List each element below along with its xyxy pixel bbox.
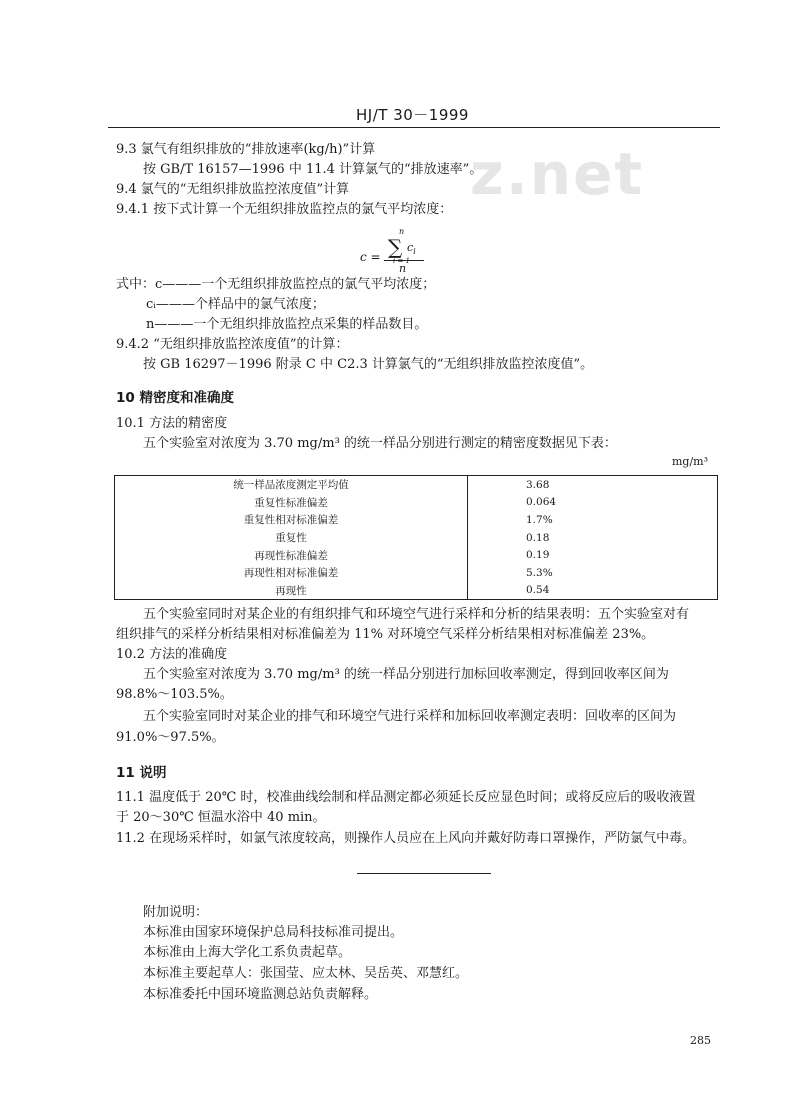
table-row bbox=[115, 582, 718, 600]
appendix-line-3: 本标准主要起草人：张国莹、应太林、吴岳英、邓慧红。 bbox=[143, 966, 469, 981]
page-number: 285 bbox=[690, 1034, 711, 1047]
table-cell-label: 再现性 bbox=[115, 582, 468, 600]
sigma-symbol: ∑ bbox=[388, 235, 403, 259]
table-row bbox=[115, 529, 718, 547]
section-9-4-2-title: 9.4.2 “无组织排放监控浓度值”的计算： bbox=[116, 337, 349, 352]
precision-table bbox=[114, 475, 718, 600]
section-10-1-result-line-2: 组织排气的采样分析结果相对标准偏差为 11% 对环境空气采样分析结果相对标准偏差 23%。 bbox=[116, 627, 655, 642]
section-9-4-2-body: 按 GB 16297－1996 附录 C 中 C2.3 计算氯气的“无组织排放监控浓度值”。 bbox=[143, 357, 594, 372]
section-9-4-1-title: 9.4.1 按下式计算一个无组织排放监控点的氯气平均浓度： bbox=[116, 202, 453, 217]
formula-sum-bottom: i = 1 bbox=[393, 257, 411, 265]
section-11-2: 11.2 在现场采样时，如氯气浓度较高，则操作人员应在上风向并戴好防毒口罩操作，严防氯气中毒。 bbox=[116, 831, 696, 846]
section-10-2-p1-line-1: 五个实验室对浓度为 3.70 mg/m³ 的统一样品分别进行加标回收率测定，得到回收率区间为 bbox=[143, 667, 669, 682]
header-rule bbox=[108, 127, 720, 128]
section-10-2-p2-line-1: 五个实验室同时对某企业的排气和环境空气进行采样和加标回收率测定表明：回收率的区间为 bbox=[143, 709, 677, 724]
table-cell-label: 重复性 bbox=[115, 529, 468, 547]
formula-lhs: c = bbox=[360, 250, 381, 264]
table-row bbox=[115, 546, 718, 564]
table-cell-value: 5.3% bbox=[468, 564, 718, 582]
table-unit-label: mg/m³ bbox=[672, 455, 709, 468]
appendix-heading: 附加说明： bbox=[143, 905, 209, 920]
formula-denominator: n bbox=[399, 262, 407, 275]
appendix-line-2: 本标准由上海大学化工系负责起草。 bbox=[143, 945, 352, 960]
table-cell-value: 1.7% bbox=[468, 511, 718, 529]
table-cell-label: 再现性标准偏差 bbox=[115, 546, 468, 564]
where-line-2: cᵢ———个样品中的氯气浓度； bbox=[146, 297, 325, 312]
section-10-heading: 10 精密度和准确度 bbox=[116, 390, 234, 406]
where-line-1: 式中：c———一个无组织排放监控点的氯气平均浓度； bbox=[116, 277, 436, 292]
section-10-2-title: 10.2 方法的准确度 bbox=[116, 647, 228, 662]
section-10-2-p1-line-2: 98.8%～103.5%。 bbox=[116, 687, 233, 702]
where-line-3: n———一个无组织排放监控点采集的样品数目。 bbox=[146, 317, 428, 332]
section-9-4-title: 9.4 氯气的“无组织排放监控浓度值”计算 bbox=[116, 182, 350, 197]
table-cell-label: 统一样品浓度测定平均值 bbox=[115, 476, 468, 494]
table-cell-label: 重复性相对标准偏差 bbox=[115, 511, 468, 529]
section-divider bbox=[357, 873, 491, 874]
appendix-line-1: 本标准由国家环境保护总局科技标准司提出。 bbox=[143, 925, 404, 940]
section-11-1-line-2: 于 20～30℃ 恒温水浴中 40 min。 bbox=[116, 810, 326, 825]
section-11-heading: 11 说明 bbox=[116, 765, 167, 781]
fraction-bar bbox=[384, 260, 424, 261]
table-cell-label: 再现性相对标准偏差 bbox=[115, 564, 468, 582]
section-10-1-intro: 五个实验室对浓度为 3.70 mg/m³ 的统一样品分别进行测定的精密度数据见下表： bbox=[143, 436, 617, 451]
table-cell-value: 0.19 bbox=[468, 546, 718, 564]
section-11-1-line-1: 11.1 温度低于 20℃ 时，校准曲线绘制和样品测定都必须延长反应显色时间；或将反应后的吸收液置 bbox=[116, 790, 696, 805]
section-9-3-title: 9.3 氯气有组织排放的“排放速率(kg/h)”计算 bbox=[116, 142, 376, 157]
table-cell-value: 0.54 bbox=[468, 582, 718, 600]
table-row bbox=[115, 476, 718, 494]
table-cell-value: 3.68 bbox=[468, 476, 718, 494]
watermark: z.net bbox=[470, 140, 645, 208]
table-cell-label: 重复性标准偏差 bbox=[115, 494, 468, 512]
section-9-3-body: 按 GB/T 16157—1996 中 11.4 计算氯气的“排放速率”。 bbox=[143, 162, 483, 177]
formula-term: $c_i$ bbox=[407, 241, 416, 257]
appendix-line-4: 本标准委托中国环境监测总站负责解释。 bbox=[143, 987, 378, 1002]
table-row bbox=[115, 564, 718, 582]
formula-sum-top: n bbox=[399, 227, 405, 236]
standard-code-header: HJ/T 30－1999 bbox=[356, 106, 469, 124]
table-cell-value: 0.18 bbox=[468, 529, 718, 547]
section-10-2-p2-line-2: 91.0%～97.5%。 bbox=[116, 730, 225, 745]
table-row bbox=[115, 494, 718, 512]
table-cell-value: 0.064 bbox=[468, 494, 718, 512]
section-10-1-result-line-1: 五个实验室同时对某企业的有组织排气和环境空气进行采样和分析的结果表明：五个实验室对有 bbox=[143, 607, 690, 622]
mean-concentration-formula bbox=[360, 227, 470, 275]
table-row bbox=[115, 511, 718, 529]
section-10-1-title: 10.1 方法的精密度 bbox=[116, 416, 228, 431]
